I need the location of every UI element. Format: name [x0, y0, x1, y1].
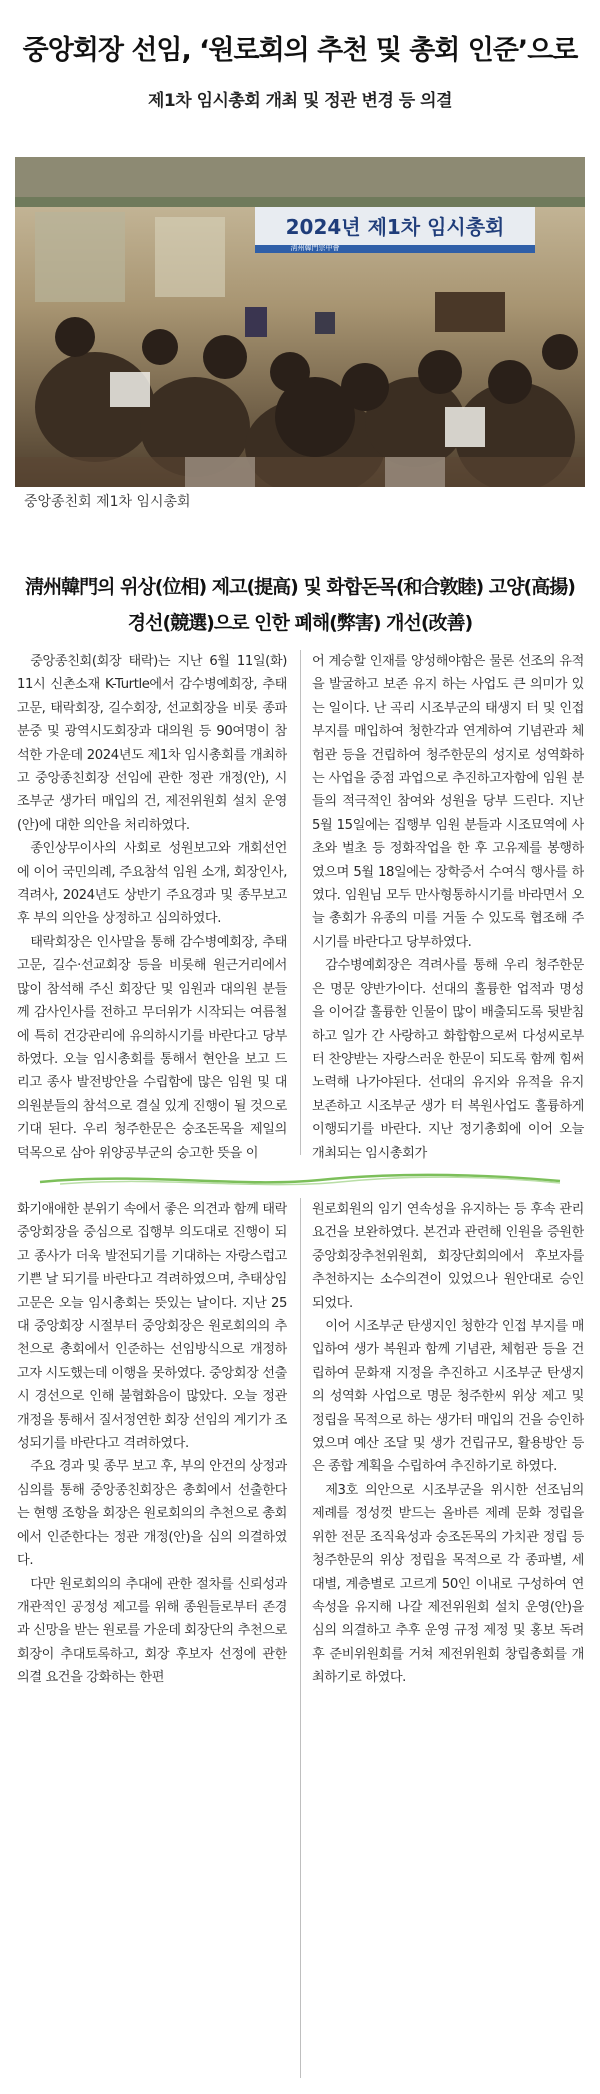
column-bottom-right [312, 1198, 584, 2083]
column-bottom-left [17, 1198, 287, 2083]
paragraph: 다만 원로회의의 추대에 관한 절차를 신뢰성과 개관적인 공정성 제고를 위해 종원들로부터 존경과 신망을 받는 원로를 가운데 회장단의 추천으로 회장이 추대토록하고, 회장 후보자 선정에 관한 의결 요건을 강화하는 한편 [17, 1576, 287, 1686]
paragraph: 종인상무이사의 사회로 성원보고와 개회선언에 이어 국민의례, 주요참석 임원 소개, 회장인사, 격려사, 2024년도 상반기 주요경과 및 종무보고 후 부의 의안을 상정하고 심의하였다. [17, 841, 287, 927]
paragraph: 주요 경과 및 종무 보고 후, 부의 안건의 상정과 심의를 통해 중앙종친회장은 총회에서 선출한다는 현행 조항을 회장은 원로회의의 추천으로 총회에서 인준한다는 정관 개정(안)을 심의 의결하였다. [17, 1459, 287, 1569]
photo-caption: 중앙종친회 제1차 임시총회 [24, 494, 191, 510]
column-top-left [17, 650, 287, 1165]
banner-subtitle: 淸州韓門宗中會 [290, 244, 340, 252]
section-title-line1: 淸州韓門의 위상(位相) 제고(提高) 및 화합돈목(和合敦睦) 고양(高揚) [25, 576, 575, 598]
section-divider-wave [0, 1168, 600, 1192]
paragraph: 화기애애한 분위기 속에서 좋은 의견과 함께 태락중앙회장을 중심으로 집행부 의도대로 진행이 되고 종사가 더욱 발전되기를 기대하는 자랑스럽고 기쁜 날 되기를 바란다고 격려하였으며, 추태상임고문은 오늘 임시총회는 뜻있는 날이다. 지난 25대 중앙회장 시절부터 중앙회장은 원로회의의 추천으로 총회에서 인준하는 선임방식으로 개정하고자 시도했는데 이행을 못하였다. 중앙회장 선출 시 경선으로 인해 불협화음이 많았다. 오늘 정관 개정을 통해서 질서정연한 회장 선임의 계기가 조성되기를 바란다고 격려하였다. [17, 1202, 287, 1452]
event-photo-illustration [15, 157, 585, 487]
column-divider-bottom [300, 1198, 301, 2078]
paragraph: 이어 시조부군 탄생지인 청한각 인접 부지를 매입하여 생가 복원과 함께 기념관, 체험관 등을 건립하여 문화재 지정을 추진하고 시조부군 탄생지의 성역화 사업으로 명문 청주한씨 위상 제고 및 정립을 목적으로 하는 생가터 매입의 건을 승인하였으며 예산 조달 및 생가 건립규모, 활용방안 등은 종합 계획을 수립하여 추진하기로 하였다. [312, 1319, 584, 1475]
column-divider-top [300, 650, 301, 1155]
banner-title: 2024년 제1차 임시총회 [285, 215, 505, 239]
section-title-line2: 경선(競選)으로 인한 폐해(弊害) 개선(改善) [127, 612, 473, 634]
paragraph: 중앙종친회(회장 태락)는 지난 6월 11일(화) 11시 신촌소재 K-Turtle에서 감수병예회장, 추태고문, 태락회장, 길수회장, 선교회장을 비롯 종파분중 및 광역시도회장과 대의원 등 90여명이 참석한 가운데 2024년도 제1차 임시총회를 개최하고 중앙종친회장 선임에 관한 정관 개정(안), 시조부군 생가터 매입의 건, 제전위원회 설치 운영(안)에 대한 의안을 처리하였다. [17, 654, 287, 833]
subheadline: 제1차 임시총회 개최 및 정관 변경 등 의결 [147, 91, 452, 111]
event-photo [15, 157, 585, 487]
column-top-right [312, 650, 584, 1165]
paragraph: 제3호 의안으로 시조부군을 위시한 선조님의 제례를 정성껏 받드는 올바른 제례 문화 정립을 위한 전문 조직육성과 숭조돈목의 가치관 정립 등 청주한문의 위상 정립을 목적으로 각 종파별, 세대별, 계층별로 고르게 50인 이내로 구성하여 연속성을 유지해 나갈 제전위원회 설치 운영(안)을 심의 의결하고 추후 운영 규정 제정 및 홍보 독려 후 준비위원회를 거쳐 제전위원회 창립총회를 개최하기로 하였다. [312, 1482, 584, 1686]
paragraph: 태락회장은 인사말을 통해 감수병예회장, 추태고문, 길수·선교회장 등을 비롯해 원근거리에서 많이 참석해 주신 회장단 및 임원과 대의원 분들께 감사인사를 전하고 무더위가 시작되는 여름철에 특히 건강관리에 유의하시기를 바란다고 당부하였다. 오늘 임시총회를 통해서 현안을 보고 드리고 종사 발전방안을 수립함에 많은 임원 및 대의원분들의 참석으로 결실 있게 진행이 될 것으로 기대 된다. 우리 청주한문은 숭조돈목을 제일의 덕목으로 삼아 위양공부군의 숭고한 뜻을 이 [17, 934, 287, 1161]
headline: 중앙회장 선임, ‘원로회의 추천 및 총회 인준’으로 [22, 35, 578, 66]
paragraph: 어 계승할 인재를 양성해야함은 물론 선조의 유적을 발굴하고 보존 유지 하는 사업도 큰 의미가 있는 일이다. 난 곡리 시조부군의 태생지 터 및 인접 부지를 매입하여 청한각과 연계하여 기념관과 체험관 등을 건립하여 청주한문의 성지로 성역화하는 사업을 중점 과업으로 추진하고자함에 임원 분들의 적극적인 참여와 성원을 당부 드린다. 지난 5월 15일에는 집행부 임원 분들과 시조묘역에 사초와 벌초 등 정화작업을 한 후 고유제를 봉행하였으며 5월 18일에는 장학증서 수여식 행사를 하였다. 임원님 모두 만사형통하시기를 바라면서 오늘 총회가 유종의 미를 거둘 수 있도록 협조해 주시기를 바란다고 당부하였다. [312, 654, 584, 950]
paragraph: 감수병예회장은 격려사를 통해 우리 청주한문은 명문 양반가이다. 선대의 훌륭한 업적과 명성을 이어갈 훌륭한 인물이 많이 배출되도록 뒷받침하고 일가 간 사랑하고 화합함으로써 다성씨로부터 찬양받는 자랑스러운 한문이 되도록 함께 힘써 노력해 나가야된다. 선대의 유지와 유적을 유지 보존하고 시조부군 생가 터 복원사업도 훌륭하게 이행되기를 바란다. 지난 정기총회에 이어 오늘 개최되는 임시총회가 [312, 958, 584, 1161]
paragraph: 원로회원의 임기 연속성을 유지하는 등 후속 관리요건을 보완하였다. 본건과 관련해 인원을 증원한 중앙회장추천위원회, 회장단회의에서 후보자를 추천하지는 소수의견이 있었으나 원안대로 승인 되었다. [312, 1202, 584, 1311]
